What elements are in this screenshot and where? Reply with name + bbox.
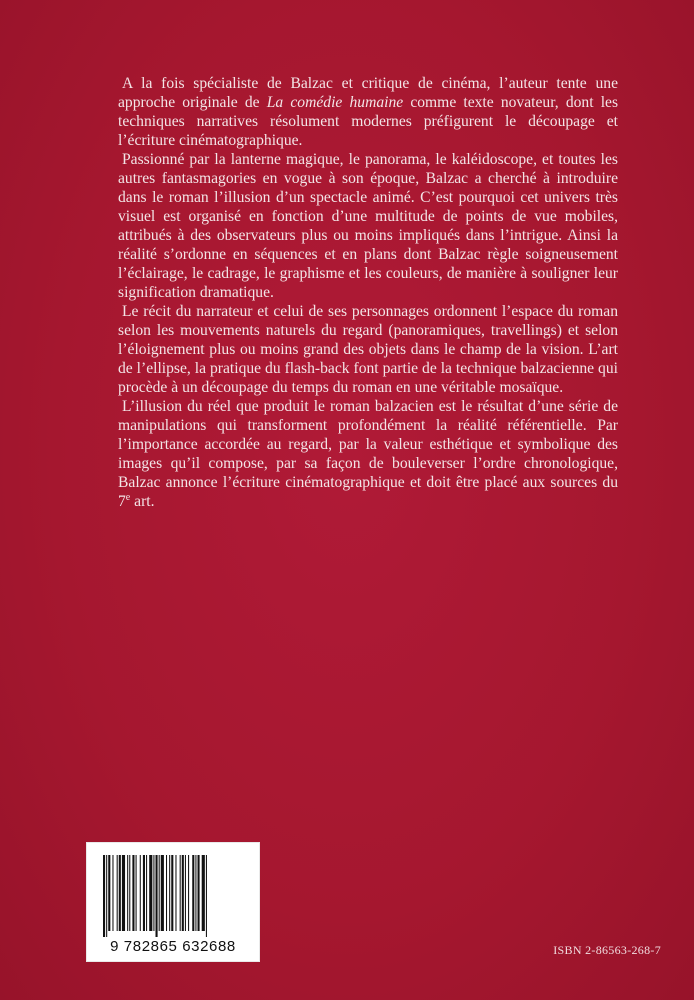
barcode-bars [103, 855, 243, 937]
blurb-p1-before: A la fois spécialiste de Balzac et critique de cinéma, l’auteur tente une approche originale de [118, 75, 618, 111]
book-title-italic: La comédie humaine [266, 94, 404, 111]
blurb-paragraph-4 [118, 397, 618, 511]
barcode-bar [127, 855, 128, 931]
barcode-bar [171, 855, 173, 931]
barcode-bar [195, 855, 196, 931]
barcode-label [86, 842, 260, 962]
blurb-p1-after: comme texte novateur, dont les techniques narratives résolument modernes préfigurent le découpage et l’écriture cinématographique. [118, 94, 619, 149]
barcode-bar [140, 855, 141, 931]
blurb-p4-after: art. [130, 493, 155, 510]
barcode-bar [108, 855, 110, 931]
barcode-bar [117, 855, 118, 931]
barcode-bar [106, 855, 107, 937]
barcode-bar [143, 855, 145, 931]
barcode-bar [180, 855, 181, 931]
barcode-bar [156, 855, 158, 937]
barcode-bar [182, 855, 184, 931]
barcode-bar [188, 855, 189, 931]
barcode-bar [112, 855, 113, 931]
barcode-bar [159, 855, 160, 931]
blurb-p4-before: L’illusion du réel que produit le roman balzacien est le résultat d’une série de manipulations qui transforment profondément la réalité référentielle. Par l’importance accordée au regard, par la valeur esthétique et symbolique des images qu’il compose, par sa façon de bouleverser l’ordre chronologique, Balzac annonce l’écriture cinématographique et doit être placé aux sources du 7 [118, 398, 618, 510]
blurb-p4-superscript: e [125, 491, 131, 503]
blurb-paragraph-1 [118, 74, 618, 150]
barcode-bar [129, 855, 130, 931]
barcode-bar [169, 855, 170, 931]
barcode-bar [149, 855, 152, 931]
blurb-paragraph-2: Passionné par la lanterne magique, le panorama, le kaléidoscope, et toutes les autres fantasmagories en vogue à son époque, Balzac a cherché à introduire dans le roman l’illusion d’un spectacle animé. C’est pourquoi cet univers très visuel est organisé en fonction d’une multitude de points de vue mobiles, attribués à des observateurs plus ou moins impliqués dans l’intrigue. Ainsi la réalité s’ordonne en séquences et en plans dont Balzac règle soigneusement l’éclairage, le cadrage, le graphisme et les couleurs, de manière à souligner leur signification dramatique. [118, 151, 618, 301]
blurb-text [118, 74, 618, 511]
barcode-bar [161, 855, 164, 931]
barcode-bar [153, 855, 154, 931]
barcode-bar [175, 855, 176, 931]
barcode-bar [202, 855, 205, 931]
isbn-number: ISBN 2-86563-268-7 [553, 943, 661, 957]
barcode-bar [146, 855, 147, 931]
barcode-bar [192, 855, 194, 931]
barcode-digits: 9 782865 632688 [110, 938, 236, 955]
barcode-bar [185, 855, 186, 931]
barcode-bar [122, 855, 125, 931]
blurb-paragraph-3: Le récit du narrateur et celui de ses personnages ordonnent l’espace du roman selon les mouvements naturels du regard (panoramiques, travellings) et selon l’éloignement plus ou moins grand des objets dans le champ de la vision. L’art de l’ellipse, la pratique du flash-back font partie de la technique balzacienne qui procède à un découpage du temps du roman en une véritable mosaïque. [118, 303, 618, 396]
barcode-bar [132, 855, 134, 931]
barcode-bar [103, 855, 105, 937]
barcode-bar [119, 855, 121, 931]
barcode-bar [166, 855, 167, 931]
barcode-bar [206, 855, 207, 937]
barcode-bar [136, 855, 137, 931]
barcode-bar [198, 855, 200, 931]
